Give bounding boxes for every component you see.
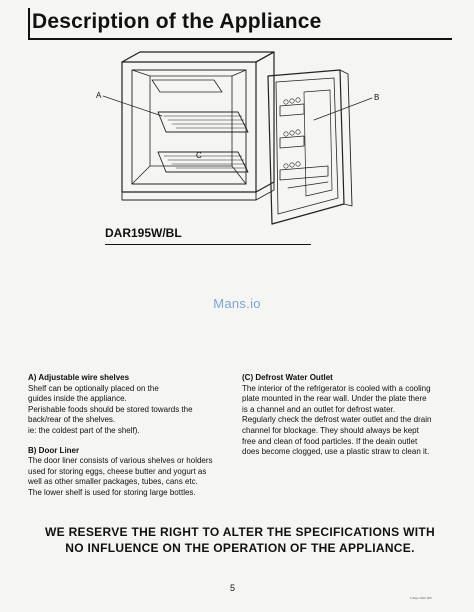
callout-label-a: A: [96, 91, 102, 100]
section-c-line: is a channel and an outlet for defrost water.: [242, 404, 395, 414]
section-a-line: back/rear of the shelves.: [28, 415, 116, 425]
section-c-line: channel for blockage. They should always be kept: [242, 425, 419, 435]
refrigerator-door: [268, 70, 352, 224]
section-c-title: (C) Defrost Water Outlet: [242, 373, 333, 382]
section-b-line: well as other smaller packages, tubes, cans etc.: [28, 477, 198, 487]
section-c-line: does become clogged, use a plastic straw to clean it.: [242, 447, 430, 457]
cooling-plate: [152, 80, 222, 92]
specification-notice: [28, 524, 452, 556]
section-b-line: The lower shelf is used for storing large bottles.: [28, 487, 196, 497]
door-shelf-middle: [280, 136, 304, 148]
cabinet-base: [122, 182, 274, 200]
model-number: DAR195W/BL: [105, 226, 182, 240]
cabinet-back-wall: [150, 76, 232, 166]
notice-line-2: NO INFLUENCE ON THE OPERATION OF THE APPLIANCE.: [65, 541, 415, 555]
callout-label-c: C: [196, 151, 202, 160]
right-column: [242, 373, 452, 458]
section-a-title: A) Adjustable wire shelves: [28, 373, 130, 382]
section-a-line: guides inside the appliance.: [28, 394, 127, 404]
page-title: Description of the Appliance: [32, 10, 322, 33]
page-number: 5: [230, 583, 236, 593]
section-c-line: plate mounted in the rear wall. Under the plate there: [242, 394, 427, 404]
cabinet-right-edge: [256, 52, 274, 192]
callout-line-a: [103, 96, 162, 116]
section-a-line: Perishable foods should be stored towards the: [28, 404, 193, 414]
left-column: [28, 373, 224, 499]
section-c-line: free and clean of food particles. If the deain outlet: [242, 436, 418, 446]
refrigerator-illustration: [92, 40, 392, 238]
cabinet-front: [122, 62, 256, 192]
cabinet-top: [122, 52, 274, 62]
section-b-line: used for storing eggs, cheese butter and yogurt as: [28, 466, 207, 476]
section-b-line: The door liner consists of various shelves or holders: [28, 456, 213, 466]
section-c-line: Regularly check the defrost water outlet and the drain: [242, 415, 432, 425]
section-a-line: Shelf can be optionally placed on the: [28, 383, 159, 393]
door-shelf-top: [280, 104, 304, 116]
model-rule: [105, 244, 311, 245]
callout-line-b: [314, 98, 372, 120]
upper-wire-shelf: [158, 112, 248, 132]
watermark: Mans.io: [213, 296, 261, 311]
header-left-rule: [28, 8, 30, 38]
section-a-line: ie: the coldest part of the shelf).: [28, 425, 140, 435]
notice-line-1: WE RESERVE THE RIGHT TO ALTER THE SPECIFICATIONS WITH: [45, 525, 435, 539]
footer-code: Fridge.1002.005: [410, 596, 432, 600]
section-c-line: The interior of the refrigerator is cooled with a cooling: [242, 383, 431, 393]
cabinet-depth-lines: [132, 70, 246, 184]
callout-label-b: B: [374, 93, 380, 102]
section-b-title: B) Door Liner: [28, 445, 80, 455]
